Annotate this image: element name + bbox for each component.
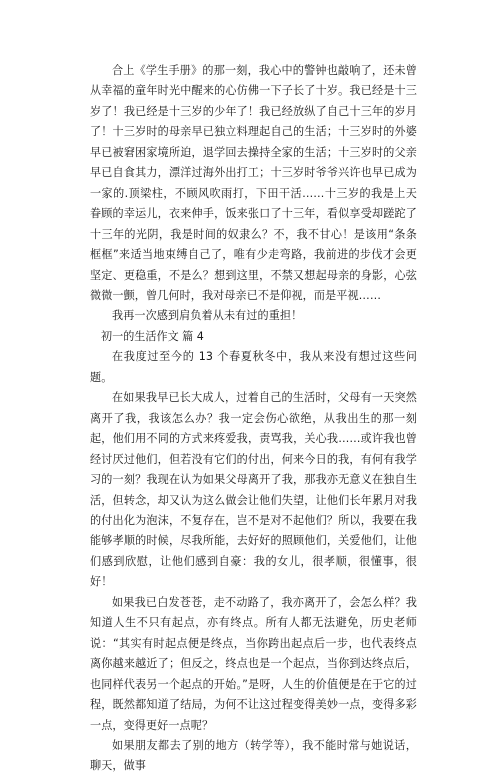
- paragraph-friends: 如果朋友都去了别的地方（转学等），我不能时常与她说话，聊天，做事: [90, 738, 417, 773]
- paragraph-parents: 在如果我早已长大成人，过着自己的生活时，父母有一天突然离开了我，我该怎么办？我一定会伤心欲绝，从我出生的那一刻起，他们用不同的方式来疼爱我，责骂我，关心我……或许我也曾经讨厌过他们，但若没有它们的付出，何来今日的我，有何有我学习的一刻？我现在认为如果父母离开了我，那我亦无意义在独自生活，但转念，却又认为这么做会让他们失望，让他们长年累月对我的付出化为泡沫，不复存在，岂不是对不起他们？所以，我要在我能够孝顺的时候，尽我所能，去好好的照顾他们，关爱他们，让他们感到欣慰，让他们感到自豪：我的女儿，很孝顺，很懂事，很好！: [90, 391, 417, 589]
- document-body: [90, 61, 417, 777]
- paragraph-old-age: 如果我已白发苍苍，走不动路了，我亦离开了，会怎么样？我知道人生不只有起点，亦有终点。所有人都无法避免，历史老师说：“其实有时起点便是终点，当你跨出起点后一步，也代表终点离你越来越近了；但反之，终点也是一个起点，当你到达终点后，也同样代表另一个起点的开始。”是呀，人生的价值便是在于它的过程，既然都知道了结局，为何不让这过程变得美妙一点，变得多彩一点，变得更好一点呢？: [90, 595, 417, 732]
- paragraph-intro: 在我度过至今的 13 个春夏秋冬中，我从来没有想过这些问题。: [90, 350, 417, 384]
- paragraph-burden: 我再一次感到肩负着从未有过的重担！: [112, 309, 303, 323]
- section-title: 初一的生活作文 篇 4: [101, 329, 204, 343]
- paragraph-handbook-reflection: 合上《学生手册》的那一刻，我心中的警钟也敲响了，还未曾从幸福的童年时光中醒来的心仿佛一下子长了十岁。我已经是十三岁了！我已经是十三岁的少年了！我已经放纵了自己十三年的岁月了！十三岁时的母亲早已独立料理起自己的生活；十三岁时的外婆早已被窘困家境所迫，退学回去操持全家的生活；十三岁时的父亲早已自食其力，漂洋过海外出打工；十三岁时爷爷兴许也早已成为一家的.顶梁柱，不顾风吹雨打，下田干活……十三岁的我是上天眷顾的幸运儿，衣来伸手，饭来张口了十三年，看似享受却蹉跎了十三年的光阴，我是时间的奴隶么？不，我不甘心！是该用“条条框框”来适当地束缚自己了，唯有少走弯路，我前进的步伐才会更坚定、更稳重，不是么？想到这里，不禁又想起母亲的身影，心弦微微一颤，曾几何时，我对母亲已不是仰视，而是平视……: [90, 64, 417, 302]
